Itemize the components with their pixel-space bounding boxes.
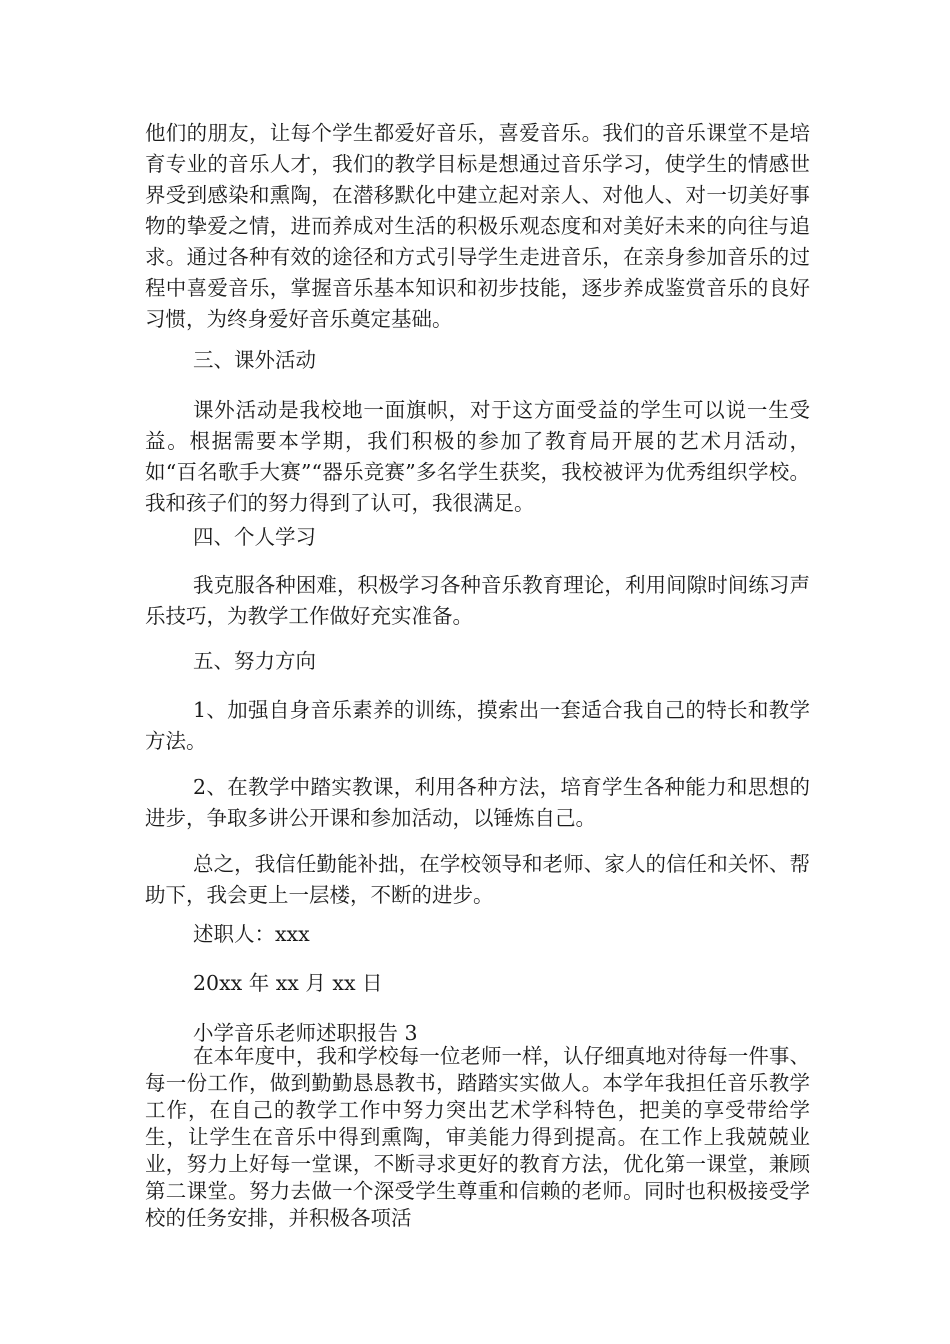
paragraph-music-education-goals: 他们的朋友，让每个学生都爱好音乐，喜爱音乐。我们的音乐课堂不是培育专业的音乐人才，我们的教学目标是想通过音乐学习，使学生的情感世界受到感染和熏陶，在潜移默化中建立起对亲人、对他人、对一切美好事物的挚爱之情，进而养成对生活的积极乐观态度和对美好未来的向往与追求。通过各种有效的途径和方式引导学生走进音乐，在亲身参加音乐的过程中喜爱音乐，掌握音乐基本知识和初步技能，逐步养成鉴赏音乐的良好习惯，为终身爱好音乐奠定基础。 [145, 121, 810, 331]
section-heading-direction: 五、努力方向 [193, 649, 316, 673]
paragraph-extracurricular: 课外活动是我校地一面旗帜，对于这方面受益的学生可以说一生受益。根据需要本学期，我们积极的参加了教育局开展的艺术月活动，如“百名歌手大赛”“器乐竞赛”多名学生获奖，我校被评为优秀组织学校。我和孩子们的努力得到了认可，我很满足。 [145, 398, 810, 515]
section-heading-personal-study: 四、个人学习 [193, 525, 316, 549]
report-title-3: 小学音乐老师述职报告 3 [193, 1021, 418, 1045]
list-item-2: 2、在教学中踏实教课，利用各种方法，培育学生各种能力和思想的进步，争取多讲公开课和参加活动，以锤炼自己。 [145, 775, 810, 830]
list-item-1: 1、加强自身音乐素养的训练，摸索出一套适合我自己的特长和教学方法。 [145, 698, 810, 753]
paragraph-annual-work: 在本年度中，我和学校每一位老师一样，认仔细真地对待每一件事、每一份工作，做到勤勤恳恳教书，踏踏实实做人。本学年我担任音乐教学工作，在自己的教学工作中努力突出艺术学科特色，把美的享受带给学生，让学生在音乐中得到熏陶，审美能力得到提高。在工作上我兢兢业业，努力上好每一堂课，不断寻求更好的教育方法，优化第一课堂，兼顾第二课堂。努力去做一个深受学生尊重和信赖的老师。同时也积极接受学校的任务安排，并积极各项活 [145, 1044, 810, 1230]
report-date: 20xx 年 xx 月 xx 日 [193, 971, 383, 995]
section-heading-extracurricular: 三、课外活动 [193, 348, 316, 372]
paragraph-personal-study: 我克服各种困难，积极学习各种音乐教育理论，利用间隙时间练习声乐技巧，为教学工作做好充实准备。 [145, 573, 810, 628]
paragraph-summary: 总之，我信任勤能补拙，在学校领导和老师、家人的信任和关怀、帮助下，我会更上一层楼，不断的进步。 [145, 852, 810, 907]
reporter-signature: 述职人：xxx [193, 922, 310, 946]
